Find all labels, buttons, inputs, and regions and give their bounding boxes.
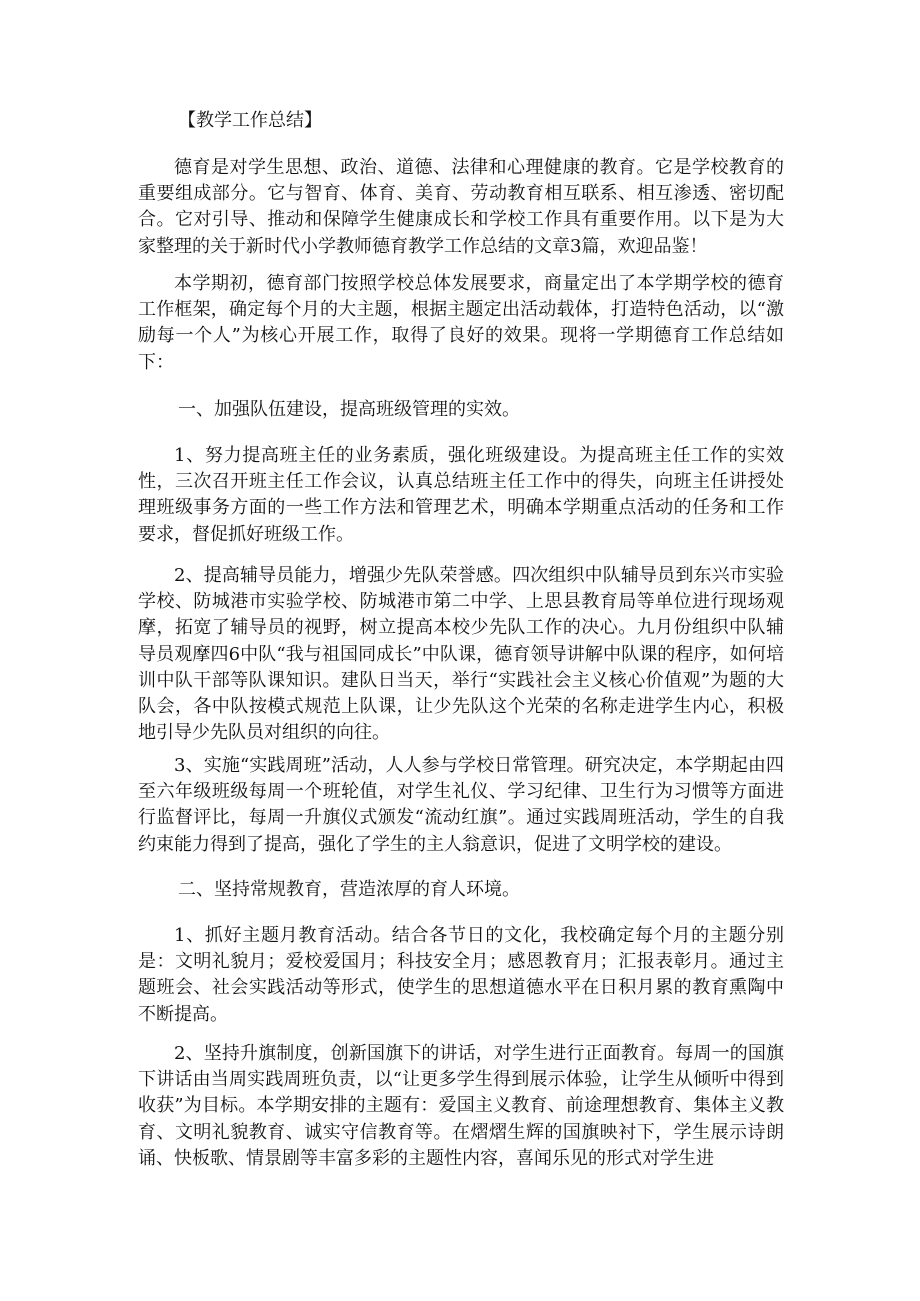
section2-heading: 二、坚持常规教育，营造浓厚的育人环境。 [178,879,520,900]
section1-item1: 1、努力提高班主任的业务素质，强化班级建设。为提高班主任工作的实效性，三次召开班主任工作会议，认真总结班主任工作中的得失，向班主任讲授处理班级事务方面的一些工作方法和管理艺术，明确本学期重点活动的任务和工作要求，督促抓好班级工作。 [138,445,784,545]
opening-paragraph: 本学期初，德育部门按照学校总体发展要求，商量定出了本学期学校的德育工作框架，确定每个月的大主题，根据主题定出活动载体，打造特色活动，以“激励每一个人”为核心开展工作，取得了良好的效果。现将一学期德育工作总结如下： [138,273,784,373]
section2-item2: 2、坚持升旗制度，创新国旗下的讲话，对学生进行正面教育。每周一的国旗下讲话由当周实践周班负责，以“让更多学生得到展示体验，让学生从倾听中得到收获”为目标。本学期安排的主题有：爱国主义教育、前途理想教育、集体主义教育、文明礼貌教育、诚实守信教育等。在熠熠生辉的国旗映衬下，学生展示诗朗诵、快板歌、情景剧等丰富多彩的主题性内容，喜闻乐见的形式对学生进 [138,1043,784,1169]
section1-item3: 3、实施“实践周班”活动，人人参与学校日常管理。研究决定，本学期起由四至六年级班级每周一个班轮值，对学生礼仪、学习纪律、卫生行为习惯等方面进行监督评比，每周一升旗仪式颁发“流动红旗”。通过实践周班活动，学生的自我约束能力得到了提高，强化了学生的主人翁意识，促进了文明学校的建设。 [138,755,784,855]
section2-item1: 1、抓好主题月教育活动。结合各节日的文化，我校确定每个月的主题分别是：文明礼貌月；爱校爱国月；科技安全月；感恩教育月；汇报表彰月。通过主题班会、社会实践活动等形式，使学生的思想道德水平在日积月累的教育熏陶中不断提高。 [138,925,784,1025]
document-title: 【教学工作总结】 [178,110,322,131]
section1-item2: 2、提高辅导员能力，增强少先队荣誉感。四次组织中队辅导员到东兴市实验学校、防城港市实验学校、防城港市第二中学、上思县教育局等单位进行现场观摩，拓宽了辅导员的视野，树立提高本校少先队工作的决心。九月份组织中队辅导员观摩四6中队“我与祖国同成长”中队课，德育领导讲解中队课的程序，如何培训中队干部等队课知识。建队日当天，举行“实践社会主义核心价值观”为题的大队会，各中队按模式规范上队课，让少先队这个光荣的名称走进学生内心，积极地引导少先队员对组织的向往。 [138,565,784,744]
section1-heading: 一、加强队伍建设，提高班级管理的实效。 [178,399,520,420]
intro-paragraph: 德育是对学生思想、政治、道德、法律和心理健康的教育。它是学校教育的重要组成部分。它与智育、体育、美育、劳动教育相互联系、相互渗透、密切配合。它对引导、推动和保障学生健康成长和学校工作具有重要作用。以下是为大家整理的关于新时代小学教师德育教学工作总结的文章3篇，欢迎品鉴！ [138,157,784,257]
